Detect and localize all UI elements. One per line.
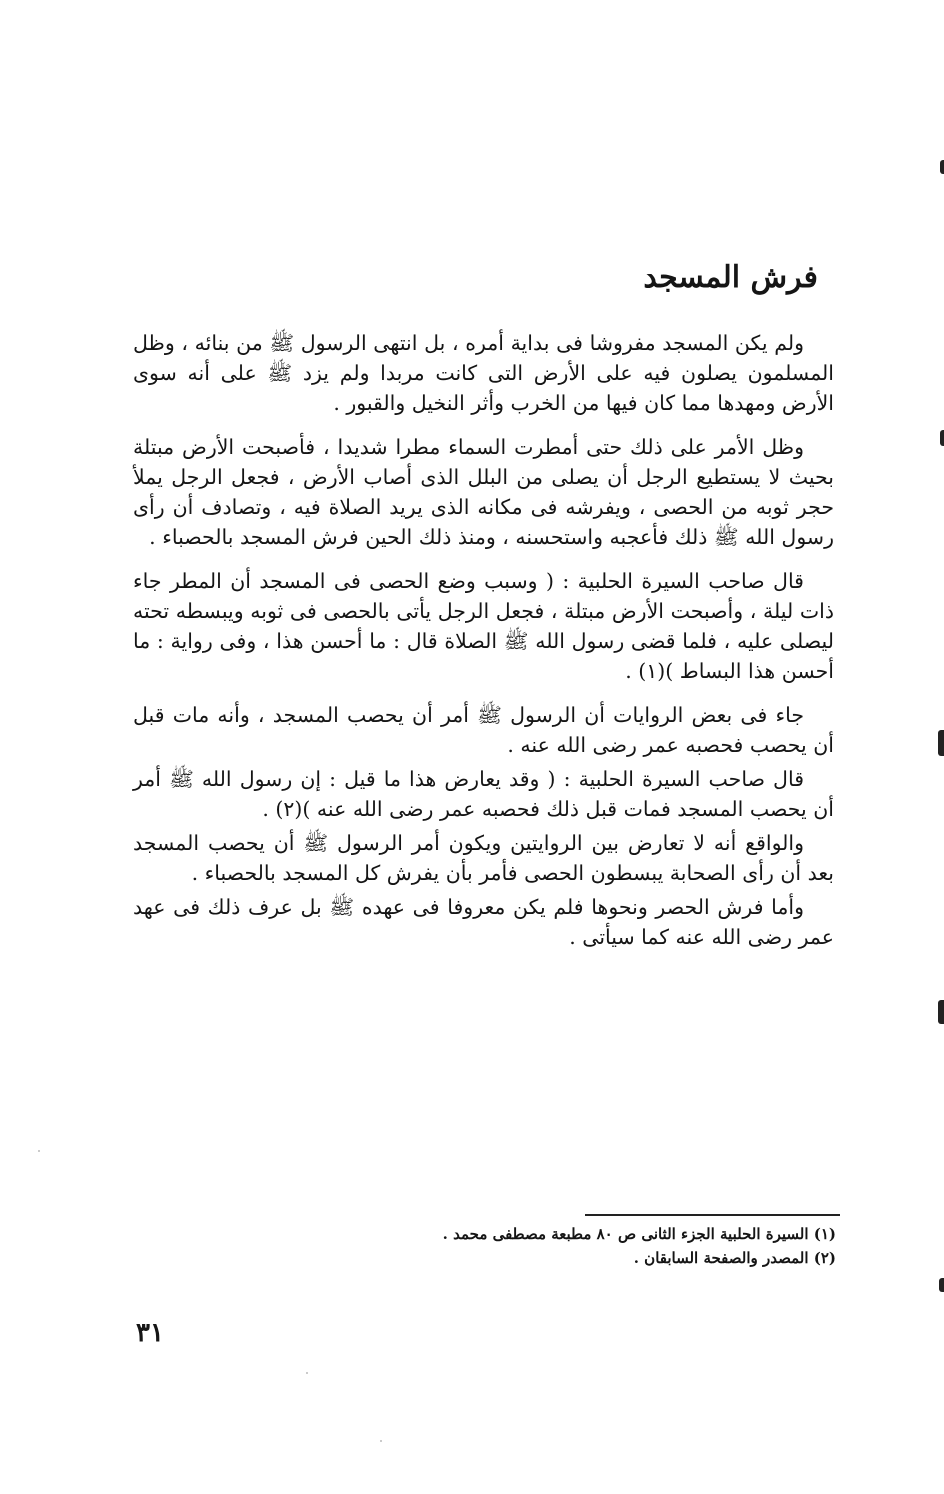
paragraph-7: وأما فرش الحصر ونحوها فلم يكن معروفا فى عهده ﷺ بل عرف ذلك فى عهد عمر رضى الله عنه كما سيأتى . [133,895,834,949]
footnotes [380,1222,836,1270]
paragraph-5: قال صاحب السيرة الحلبية : ( وقد يعارض هذا ما قيل : إن رسول الله ﷺ أمر أن يحصب المسجد فمات قبل ذلك فحصبه عمر رضى الله عنه )(٢) . [133,767,834,821]
section-title: فرش المسجد [643,260,818,295]
scan-edge-mark [938,1000,944,1024]
paragraph-4: جاء فى بعض الروايات أن الرسول ﷺ أمر أن يحصب المسجد ، وأنه مات قبل أن يحصب فحصبه عمر رضى الله عنه . [133,703,834,757]
footnote-2: (٢) المصدر والصفحة السابقان . [633,1249,836,1267]
scan-edge-mark [938,730,944,756]
paragraph-6: والواقع أنه لا تعارض بين الروايتين ويكون أمر الرسول ﷺ أن يحصب المسجد بعد أن رأى الصحابة يبسطون الحصى فأمر بأن يفرش كل المسجد بالحصباء . [133,831,834,885]
scan-edge-mark [940,160,944,174]
scan-edge-mark [939,1278,944,1292]
scan-edge-mark [940,430,944,446]
scan-speck [306,1372,308,1374]
page-number: ٣١ [136,1318,164,1348]
footnote-1: (١) السيرة الحلبية الجزء الثانى ص ٨٠ مطبعة مصطفى محمد . [442,1225,836,1243]
scan-speck [380,1440,382,1442]
scan-speck [38,1150,40,1152]
paragraph-2: وظل الأمر على ذلك حتى أمطرت السماء مطرا شديدا ، فأصبحت الأرض مبتلة بحيث لا يستطيع الرجل أن يصلى من البلل الذى أصاب الأرض ، فجعل الرجل يملأ حجر ثوبه من الحصى ، ويفرشه فى مكانه الذى يريد الصلاة فيه ، وتصادف أن رأى رسول الله ﷺ ذلك فأعجبه واستحسنه ، ومنذ ذلك الحين فرش المسجد بالحصباء . [133,435,834,549]
body-text [133,328,834,966]
paragraph-3: قال صاحب السيرة الحلبية : ( وسبب وضع الحصى فى المسجد أن المطر جاء ذات ليلة ، وأصبحت الأرض مبتلة ، فجعل الرجل يأتى بالحصى فى ثوبه ويبسطه تحته ليصلى عليه ، فلما قضى رسول الله ﷺ الصلاة قال : ما أحسن هذا ، وفى رواية : ما أحسن هذا البساط )(١) . [133,569,834,683]
footnote-separator [585,1214,840,1216]
paragraph-1: ولم يكن المسجد مفروشا فى بداية أمره ، بل انتهى الرسول ﷺ من بنائه ، وظل المسلمون يصلون فيه على الأرض التى كانت مربدا ولم يزد ﷺ على أنه سوى الأرض ومهدها مما كان فيها من الخرب وأثر النخيل والقبور . [133,331,834,415]
